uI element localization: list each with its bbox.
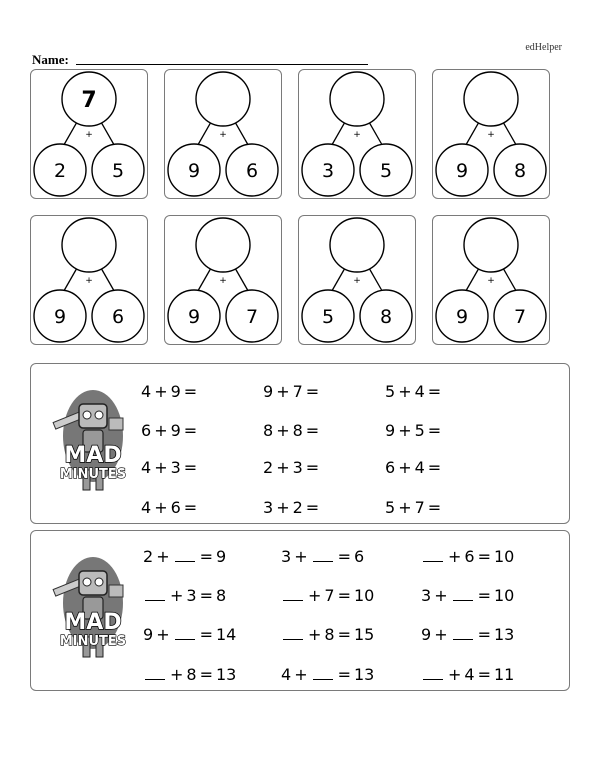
missing-addend-problem: 2 + = 9 — [143, 547, 227, 566]
addition-problem: 4 + 3 = — [141, 458, 198, 477]
number-bond-card — [30, 69, 148, 199]
bond-operator: + — [219, 276, 227, 286]
robot-mascot-icon — [45, 378, 141, 508]
mad-text: MAD — [64, 443, 122, 468]
bond-operator: + — [85, 130, 93, 140]
whole-circle[interactable] — [330, 218, 384, 272]
bond-part-b: 8 — [513, 160, 527, 182]
number-bond-card — [164, 69, 282, 199]
bond-part-a: 3 — [321, 160, 335, 182]
answer-blank[interactable] — [283, 587, 303, 601]
missing-addend-problem: 3 + = 6 — [281, 547, 365, 566]
bond-part-b: 8 — [379, 306, 393, 328]
addition-problem: 6 + 9 = — [141, 421, 198, 440]
bond-operator: + — [353, 276, 361, 286]
addition-problem: 8 + 8 = — [263, 421, 320, 440]
mad-minutes-panel-1 — [30, 363, 570, 524]
missing-addend-problem: + 8 = 13 — [143, 665, 236, 684]
addition-problem: 9 + 7 = — [263, 382, 320, 401]
bond-operator: + — [85, 276, 93, 286]
number-bond-card — [432, 69, 550, 199]
addition-problem: 5 + 4 = — [385, 382, 442, 401]
missing-addend-problem: + 8 = 15 — [281, 625, 374, 644]
minutes-text: MINUTES — [59, 634, 127, 649]
mad-minutes-panel-2 — [30, 530, 570, 691]
answer-blank[interactable] — [175, 626, 195, 640]
bond-part-a: 9 — [455, 160, 469, 182]
number-bond-card — [30, 215, 148, 345]
answer-blank[interactable] — [313, 666, 333, 680]
name-label: Name: — [32, 52, 69, 67]
robot-mascot-icon — [45, 545, 141, 675]
whole-circle[interactable] — [464, 218, 518, 272]
bond-part-a: 2 — [53, 160, 67, 182]
addition-problem: 9 + 5 = — [385, 421, 442, 440]
answer-blank[interactable] — [313, 548, 333, 562]
bond-part-a: 5 — [321, 306, 335, 328]
answer-blank[interactable] — [145, 587, 165, 601]
answer-blank[interactable] — [283, 626, 303, 640]
addition-problem: 4 + 6 = — [141, 498, 198, 517]
addition-problem: 3 + 2 = — [263, 498, 320, 517]
bond-operator: + — [219, 130, 227, 140]
minutes-text: MINUTES — [59, 467, 127, 482]
missing-addend-problem: 9 + = 13 — [421, 625, 515, 644]
addition-problem: 5 + 7 = — [385, 498, 442, 517]
number-bond-card — [298, 69, 416, 199]
missing-addend-problem: 9 + = 14 — [143, 625, 237, 644]
missing-addend-problem: + 7 = 10 — [281, 586, 374, 605]
whole-circle[interactable] — [62, 218, 116, 272]
bond-part-b: 7 — [245, 306, 259, 328]
whole-circle[interactable] — [330, 72, 384, 126]
whole-circle[interactable] — [196, 72, 250, 126]
bond-operator: + — [487, 130, 495, 140]
addition-problem: 6 + 4 = — [385, 458, 442, 477]
number-bond-card — [432, 215, 550, 345]
bond-part-a: 9 — [53, 306, 67, 328]
bond-part-a: 9 — [455, 306, 469, 328]
whole-circle[interactable] — [464, 72, 518, 126]
missing-addend-problem: 3 + = 10 — [421, 586, 515, 605]
mad-text: MAD — [64, 610, 122, 635]
answer-blank[interactable] — [175, 548, 195, 562]
missing-addend-problem: + 4 = 11 — [421, 665, 514, 684]
answer-blank[interactable] — [145, 666, 165, 680]
addition-problem: 2 + 3 = — [263, 458, 320, 477]
answer-blank[interactable] — [423, 548, 443, 562]
bond-part-a: 9 — [187, 160, 201, 182]
missing-addend-problem: + 3 = 8 — [143, 586, 226, 605]
missing-addend-problem: 4 + = 13 — [281, 665, 375, 684]
answer-blank[interactable] — [453, 587, 473, 601]
bond-part-a: 9 — [187, 306, 201, 328]
number-bond-card — [164, 215, 282, 345]
bond-part-b: 5 — [111, 160, 125, 182]
bond-whole: 7 — [81, 88, 97, 113]
missing-addend-problem: + 6 = 10 — [421, 547, 514, 566]
number-bond-card — [298, 215, 416, 345]
answer-blank[interactable] — [423, 666, 443, 680]
brand-label: edHelper — [525, 42, 562, 53]
bond-operator: + — [487, 276, 495, 286]
addition-problem: 4 + 9 = — [141, 382, 198, 401]
bond-part-b: 6 — [245, 160, 259, 182]
bond-part-b: 7 — [513, 306, 527, 328]
bond-part-b: 6 — [111, 306, 125, 328]
answer-blank[interactable] — [453, 626, 473, 640]
whole-circle[interactable] — [196, 218, 250, 272]
bond-operator: + — [353, 130, 361, 140]
bond-part-b: 5 — [379, 160, 393, 182]
name-line[interactable] — [76, 64, 368, 65]
